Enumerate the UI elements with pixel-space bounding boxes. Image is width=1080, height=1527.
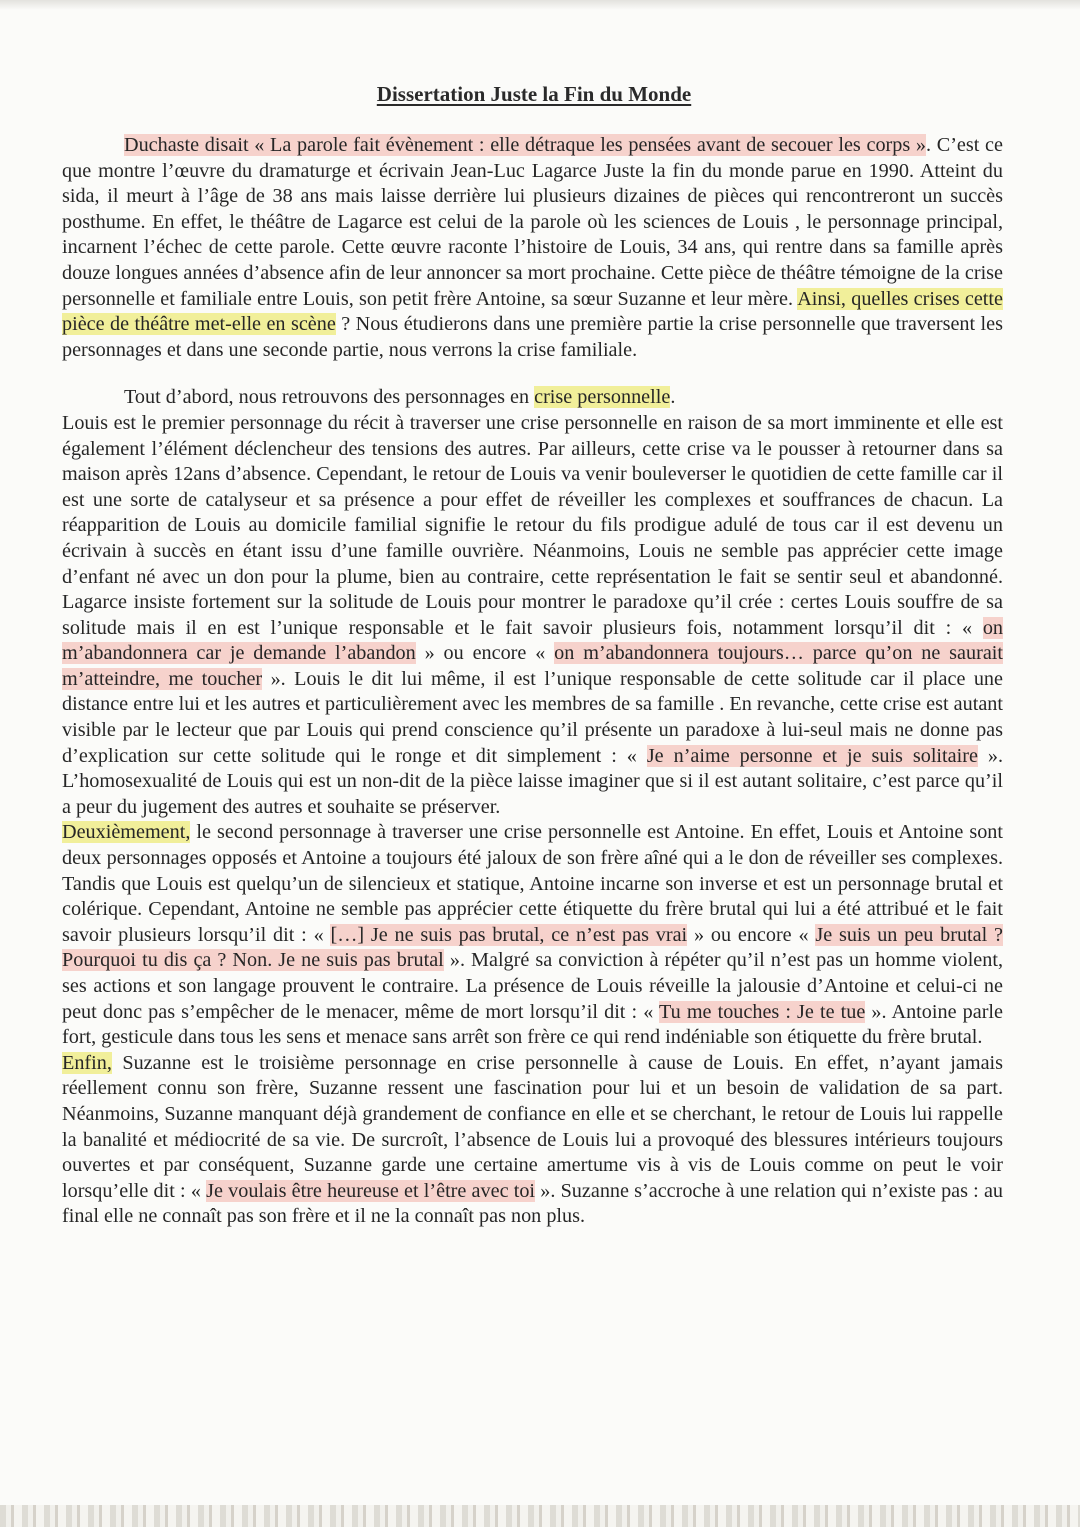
section1-lead-text: Tout d’abord, nous retrouvons des personnages en [124, 386, 535, 409]
louis-text-1: Louis est le premier personnage du récit à traverser une crise personnelle en raison de sa mort imminente et elle est également l’élément déclencheur des tensions des autres. Par ailleurs, cette crise va le pousser à retourner dans sa maison après 12ans d’absence. Cependant, le retour de Louis va venir bouleverser le quotidien de cette famille car il est une sorte de catalyseur et sa présence a pour effet de réveiller les complexes et souffrances de chacun. La réapparition de Louis au domicile familial signifie le retour du fils prodigue adulé de tous car il est devenu un écrivain à succès en étant issu d’une famille ouvrière. Néanmoins, Louis ne semble pas apprécier cette image d’enfant né avec un don pour la plume, bien au contraire, cette représentation le fait se sentir seul et abandonné. Lagarce insiste fortement sur la solitude de Louis pour montrer le paradoxe qu’il crée : certes Louis souffre de sa solitude mais il en est l’unique responsable et le fait savoir plusieurs fois, notamment lorsqu’il dit : « [62, 411, 1003, 639]
louis-quote-1: on m’abandonnera car je demande l’abandon [62, 616, 1003, 665]
louis-text-3: ». Louis le dit lui même, il est l’unique responsable de cette solitude car il place une distance entre lui et les autres et particulièrement avec les membres de sa famille . En revanche, cette crise est autant visible par le lecteur que par Louis qui prend conscience qu’il présente un paradoxe à lui-seul mais ne donne pas d’explication sur cette solitude qui le ronge et dit simplement : « [62, 667, 1003, 767]
suzanne-paragraph [62, 1051, 1003, 1230]
louis-quote-3: Je n’aime personne et je suis solitaire [646, 744, 978, 767]
suzanne-quote-1: Je voulais être heureuse et l’être avec toi [206, 1179, 536, 1202]
louis-quote-2: on m’abandonnera toujours… parce qu’on ne saurait m’atteindre, me toucher [62, 642, 1003, 690]
antoine-quote-3: Tu me touches : Je te tue [659, 1000, 866, 1023]
intro-text-1: . C’est ce que montre l’œuvre du dramaturge et écrivain Jean-Luc Lagarce Juste la fin du monde parue en 1990. Atteint du sida, il meurt à l’âge de 38 ans mais laisse derrière lui plusieurs dizaines de pièces qui rencontreront un succès posthume. En effet, le théâtre de Lagarce est celui de la parole où les sciences de Louis , le personnage principal, incarnent l’échec de cette parole. Cette œuvre raconte l’histoire de Louis, 34 ans, qui rentre dans sa famille après douze longues années d’absence afin de leur annoncer sa mort prochaine. Cette pièce de théâtre témoigne de la crise personnelle et familiale entre Louis, son petit frère Antoine, sa sœur Suzanne et leur mère. [62, 134, 1003, 310]
antoine-text-3: ». Malgré sa conviction à répéter qu’il n’est pas un homme violent, ses actions et son langage prouvent le contraire. La présence de Louis réveille la jalousie d’Antoine et celui-ci ne peut donc pas s’empêcher de le menacer, même de mort lorsqu’il dit : « [62, 949, 1004, 1023]
problem-highlight: Ainsi, quelles crises cette pièce de théâtre met-elle en scène [62, 287, 1003, 336]
louis-text-2: » ou encore « [415, 642, 555, 665]
document-title: Dissertation Juste la Fin du Monde [376, 82, 692, 106]
suzanne-lead-highlight: Enfin, [62, 1051, 112, 1074]
antoine-text-4: ». Antoine parle fort, gesticule dans tous les sens et menace sans arrêt son frère ce qui rend indéniable son étiquette du frère brutal. [62, 1000, 1003, 1049]
antoine-lead-highlight: Deuxièmement, [62, 821, 191, 844]
antoine-text-1: le second personnage à traverser une crise personnelle est Antoine. En effet, Louis et Antoine sont deux personnages opposés et Antoine a toujours été jaloux de son frère aîné qui a le don de réveiller ses complexes. Tandis que Louis est quelqu’un de silencieux et statique, Antoine incarne son inverse et est un personnage brutal et colérique. Cependant, Antoine ne semble pas apprécier cette étiquette du frère brutal qui lui a été attribué et le fait savoir plusieurs lorsqu’il dit : « [62, 821, 1003, 946]
page-bottom-edge [0, 1505, 1080, 1527]
antoine-paragraph [62, 820, 1003, 1050]
antoine-text-2: » ou encore « [687, 923, 816, 946]
intro-quote-highlight: Duchaste disait « La parole fait évènement : elle détraque les pensées avant de secouer les corps » [124, 134, 926, 156]
louis-paragraph [62, 411, 1003, 821]
suzanne-text-2: ». Suzanne s’accroche à une relation qui n’existe pas : au final elle ne connaît pas son frère et il ne la connaît pas non plus. [62, 1179, 1004, 1228]
section1-lead [62, 385, 1003, 411]
louis-text-4: ». L’homosexualité de Louis qui est un non-dit de la pièce laisse imaginer que si il est autant solitaire, c’est parce qu’il a peur du jugement des autres et souhaite se préserver. [62, 744, 1004, 818]
intro-text-2: ? Nous étudierons dans une première partie la crise personnelle que traversent les personnages et dans une seconde partie, nous verrons la crise familiale. [62, 313, 1003, 361]
section1-lead-end: . [670, 386, 676, 409]
antoine-quote-2: Je suis un peu brutal ? Pourquoi tu dis ça ? Non. Je ne suis pas brutal [62, 923, 1003, 972]
antoine-quote-1: […] Je ne suis pas brutal, ce n’est pas vrai [330, 923, 688, 946]
page-top-edge [0, 0, 1080, 10]
section1-lead-highlight: crise personnelle [534, 386, 671, 409]
intro-paragraph [62, 133, 1003, 363]
suzanne-text-1: Suzanne est le troisième personnage en crise personnelle à cause de Louis. En effet, n’ayant jamais réellement connu son frère, Suzanne ressent une fascination pour lui et un besoin de validation de sa part. Néanmoins, Suzanne manquant déjà grandement de confiance en elle et se cherchant, le retour de Louis lui rappelle la banalité et médiocrité de sa vie. De surcroît, l’absence de Louis lui a provoqué des blessures intérieurs toujours ouvertes et par conséquent, Suzanne garde une certaine amertume vis à vis de Louis comme on peut le voir lorsqu’elle dit : « [62, 1051, 1003, 1202]
document-body [62, 133, 1003, 1230]
